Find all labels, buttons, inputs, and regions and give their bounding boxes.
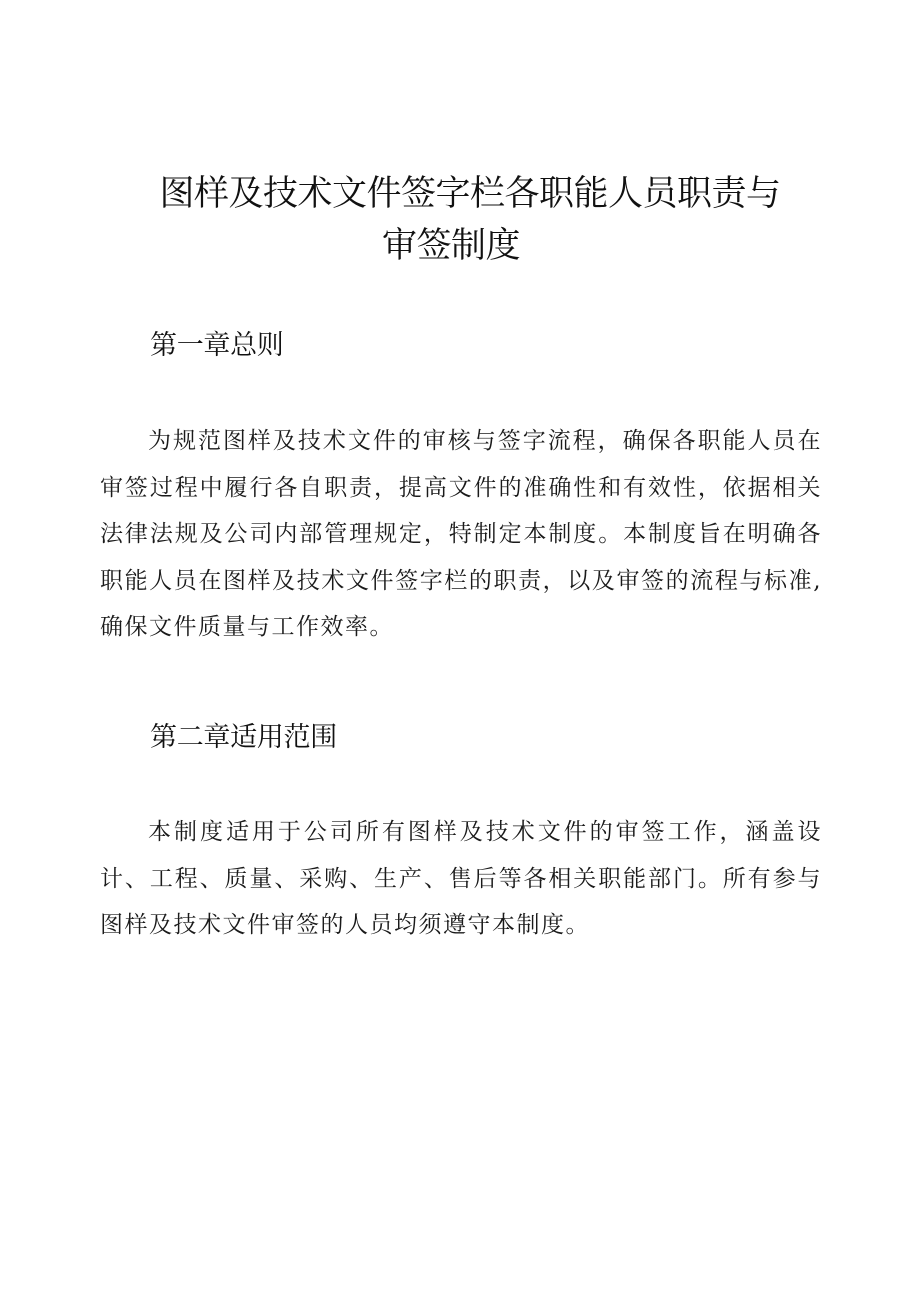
chapter-1-heading: 第一章总则 (150, 330, 284, 361)
chapter-2-paragraph: 本制度适用于公司所有图样及技术文件的审签工作，涵盖设计、工程、质量、采购、生产、售后等各相关职能部门。所有参与图样及技术文件审签的人员均须遵守本制度。 (100, 819, 822, 938)
document-title (110, 168, 830, 272)
document-title-line-1: 图样及技术文件签字栏各职能人员职责与 (159, 174, 781, 214)
chapter-2-heading: 第二章适用范围 (150, 722, 337, 753)
document-title-line-2: 审签制度 (382, 226, 521, 266)
chapter-1-paragraph: 为规范图样及技术文件的审核与签字流程，确保各职能人员在审签过程中履行各自职责，提高文件的准确性和有效性，依据相关法律法规及公司内部管理规定，特制定本制度。本制度旨在明确各职能人员在图样及技术文件签字栏的职责，以及审签的流程与标准,确保文件质量与工作效率。 (100, 428, 822, 640)
